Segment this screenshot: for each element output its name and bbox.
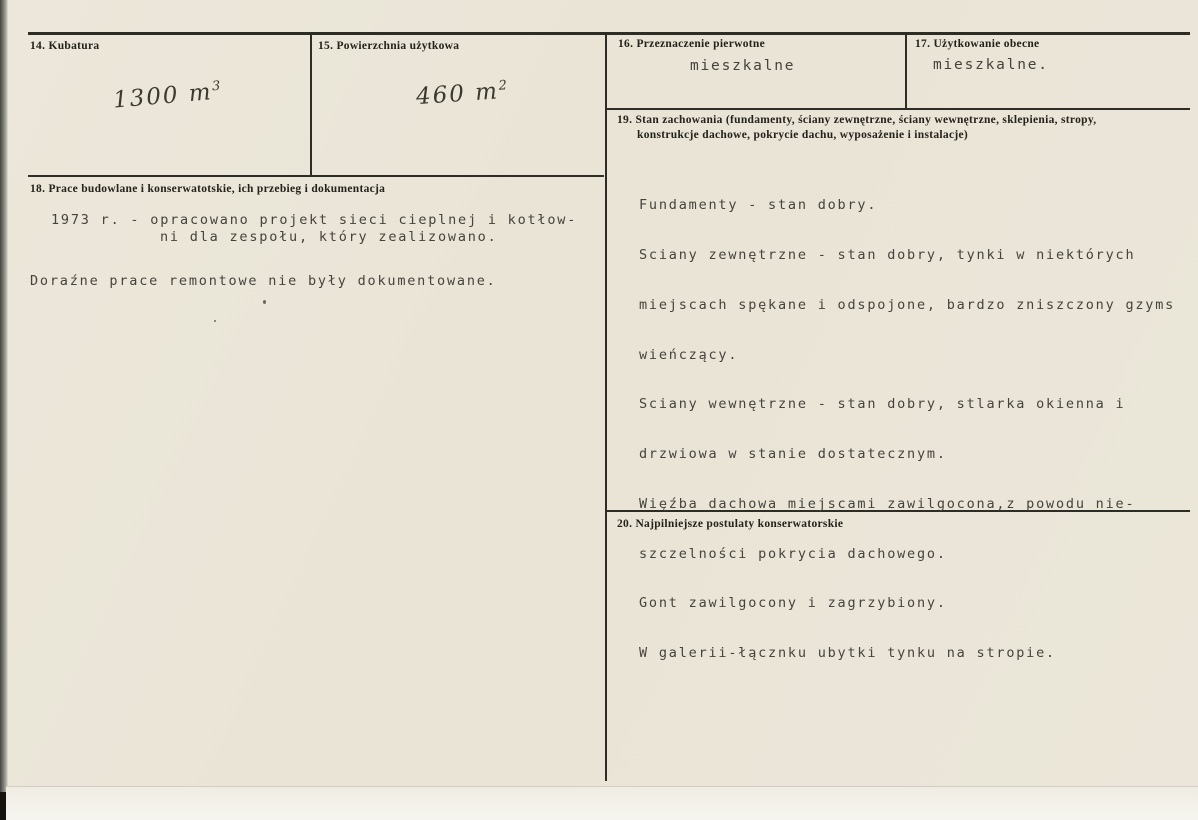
field-19-text-line: Gont zawilgocony i zagrzybiony. bbox=[639, 595, 947, 612]
field-19-text-line: miejscach spękane i odspojone, bardzo zniszczony gzyms bbox=[639, 296, 1176, 313]
grid-line-top bbox=[28, 32, 1190, 35]
field-18-text-line-1: 1973 r. - opracowano projekt sieci cieplnej i kotłow- bbox=[51, 212, 578, 228]
field-17-value: mieszkalne. bbox=[933, 57, 1049, 73]
scan-edge-strip bbox=[0, 0, 8, 820]
field-19-text-line: W galerii-łącznku ubytki tynku na stropie. bbox=[639, 645, 1056, 662]
field-19-text-line: drzwiowa w stanie dostatecznym. bbox=[639, 446, 947, 463]
ink-speck bbox=[214, 320, 216, 322]
field-19-label-line-1: 19. Stan zachowania (fundamenty, ściany zewnętrzne, ściany wewnętrzne, sklepienia, stropy, bbox=[617, 114, 1097, 126]
grid-divider-center bbox=[605, 33, 607, 781]
scan-bottom-edge bbox=[6, 786, 1198, 820]
grid-divider-16-17 bbox=[905, 33, 907, 110]
field-19-text-line: szczelności pokrycia dachowego. bbox=[639, 545, 947, 562]
field-18-text-line-2: ni dla zespołu, który zealizowano. bbox=[160, 229, 498, 245]
field-19-text-line: wieńczący. bbox=[639, 346, 739, 363]
field-15-label: 15. Powierzchnia użytkowa bbox=[318, 40, 460, 52]
field-19-text-line: Sciany zewnętrzne - stan dobry, tynki w niektórych bbox=[639, 246, 1136, 263]
field-19-text-line: Więźba dachowa miejscami zawilgocona,z powodu nie- bbox=[639, 495, 1136, 512]
field-18-label: 18. Prace budowlane i konserwatotskie, ich przebieg i dokumentacja bbox=[30, 183, 386, 195]
field-19-text-block bbox=[639, 164, 1175, 695]
field-18-text-line-3: Doraźne prace remontowe nie były dokumentowane. bbox=[30, 273, 497, 289]
field-15-value-superscript: 2 bbox=[498, 78, 508, 94]
grid-divider-14-15 bbox=[310, 33, 312, 177]
field-14-value: 1300 $m^3$ bbox=[112, 78, 221, 114]
field-19-text-line: Sciany wewnętrzne - stan dobry, stlarka okienna i bbox=[639, 396, 1126, 413]
field-14-label: 14. Kubatura bbox=[30, 40, 100, 52]
field-14-value-superscript: 3 bbox=[211, 78, 221, 95]
field-16-value: mieszkalne bbox=[690, 58, 796, 74]
field-20-label: 20. Najpilniejsze postulaty konserwatorskie bbox=[617, 518, 844, 530]
grid-line-below-14-15 bbox=[28, 175, 604, 177]
field-19-label-line-2: konstrukcje dachowe, pokrycie dachu, wyposażenie i instalacje) bbox=[637, 129, 969, 141]
field-16-label: 16. Przeznaczenie pierwotne bbox=[618, 38, 766, 50]
grid-line-below-16-17 bbox=[607, 108, 1190, 110]
ink-speck bbox=[263, 300, 266, 304]
field-15-value: 460 $m^2$ bbox=[415, 78, 508, 111]
field-19-text-line: Fundamenty - stan dobry. bbox=[639, 197, 878, 214]
field-17-label: 17. Użytkowanie obecne bbox=[915, 38, 1040, 50]
